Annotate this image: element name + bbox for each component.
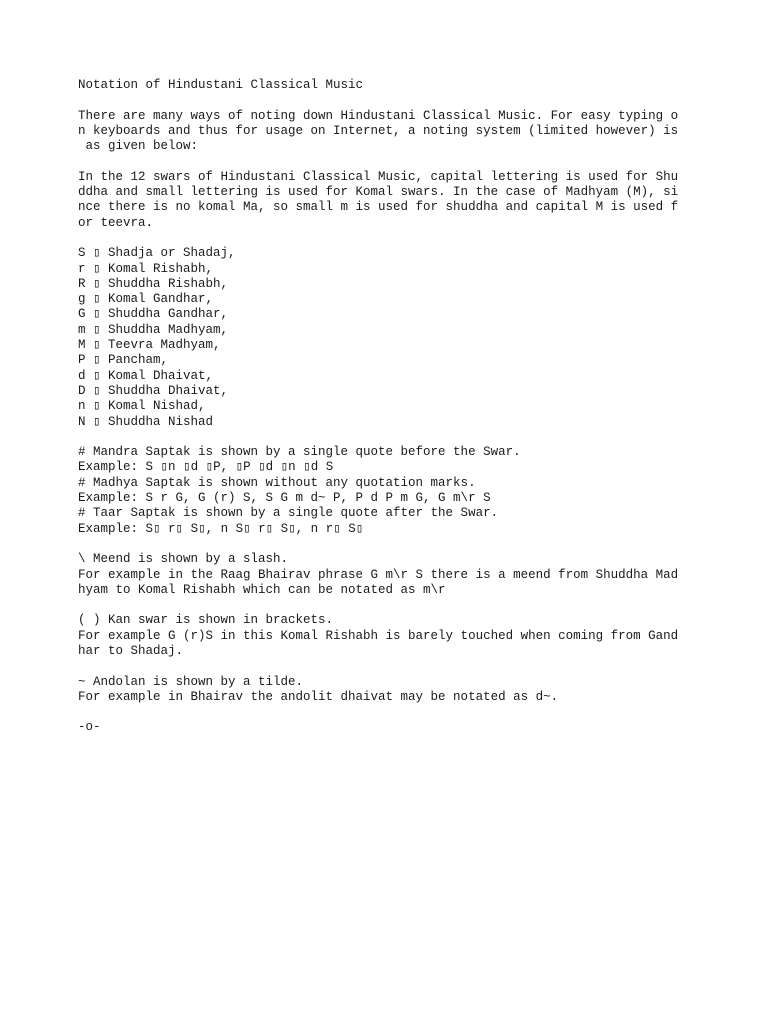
andolan-section: [78, 675, 698, 706]
spacer: [78, 430, 698, 445]
spacer: [78, 598, 698, 613]
spacer: [78, 659, 698, 674]
saptak-line: Example: S ▯n ▯d ▯P, ▯P ▯d ▯n ▯d S: [78, 460, 334, 475]
saptak-line: Example: S▯ r▯ S▯, n S▯ r▯ S▯, n r▯ S▯: [78, 521, 364, 536]
intro-line: n keyboards and thus for usage on Internet, a noting system (limited however) is: [78, 123, 679, 138]
kan-line: ( ) Kan swar is shown in brackets.: [78, 613, 334, 628]
saptak-section: [78, 445, 698, 537]
intro-line: as given below:: [78, 139, 199, 154]
meend-line: For example in the Raag Bhairav phrase G m\r S there is a meend from Shuddha Mad: [78, 567, 679, 582]
saptak-line: # Mandra Saptak is shown by a single quote before the Swar.: [78, 445, 521, 460]
swar-list: [78, 246, 698, 430]
swars-paragraph: [78, 170, 698, 231]
swar-list-item: D ▯ Shuddha Dhaivat,: [78, 383, 229, 398]
swar-list-item: g ▯ Komal Gandhar,: [78, 292, 214, 307]
swar-list-item: P ▯ Pancham,: [78, 353, 169, 368]
swar-list-item: n ▯ Komal Nishad,: [78, 399, 206, 414]
swar-list-item: r ▯ Komal Rishabh,: [78, 261, 214, 276]
spacer: [78, 154, 698, 169]
swar-list-item: d ▯ Komal Dhaivat,: [78, 368, 214, 383]
spacer: [78, 93, 698, 108]
swars-line: In the 12 swars of Hindustani Classical Music, capital lettering is used for Shu: [78, 169, 679, 184]
meend-section: [78, 552, 698, 598]
kan-line: For example G (r)S in this Komal Rishabh is barely touched when coming from Gand: [78, 628, 679, 643]
swars-line: ddha and small lettering is used for Komal swars. In the case of Madhyam (M), si: [78, 185, 679, 200]
swar-list-item: M ▯ Teevra Madhyam,: [78, 338, 221, 353]
spacer: [78, 231, 698, 246]
document-title: Notation of Hindustani Classical Music: [78, 78, 364, 92]
swar-list-item: R ▯ Shuddha Rishabh,: [78, 276, 229, 291]
spacer: [78, 705, 698, 720]
meend-line: \ Meend is shown by a slash.: [78, 552, 289, 567]
andolan-line: For example in Bhairav the andolit dhaivat may be notated as d~.: [78, 689, 559, 704]
swar-list-item: S ▯ Shadja or Shadaj,: [78, 246, 236, 261]
meend-line: hyam to Komal Rishabh which can be notated as m\r: [78, 582, 446, 597]
kan-section: [78, 613, 698, 659]
swars-line: or teevra.: [78, 215, 154, 230]
intro-line: There are many ways of noting down Hindustani Classical Music. For easy typing o: [78, 108, 679, 123]
saptak-line: Example: S r G, G (r) S, S G m d~ P, P d P m G, G m\r S: [78, 491, 491, 506]
document-page: [78, 78, 698, 736]
swars-line: nce there is no komal Ma, so small m is used for shuddha and capital M is used f: [78, 200, 679, 215]
end-mark: -o-: [78, 720, 101, 735]
saptak-line: # Taar Saptak is shown by a single quote after the Swar.: [78, 506, 499, 521]
swar-list-item: G ▯ Shuddha Gandhar,: [78, 307, 229, 322]
andolan-line: ~ Andolan is shown by a tilde.: [78, 674, 304, 689]
intro-paragraph: [78, 109, 698, 155]
spacer: [78, 537, 698, 552]
swar-list-item: m ▯ Shuddha Madhyam,: [78, 322, 229, 337]
saptak-line: # Madhya Saptak is shown without any quotation marks.: [78, 475, 476, 490]
kan-line: har to Shadaj.: [78, 643, 184, 658]
swar-list-item: N ▯ Shuddha Nishad: [78, 414, 214, 429]
